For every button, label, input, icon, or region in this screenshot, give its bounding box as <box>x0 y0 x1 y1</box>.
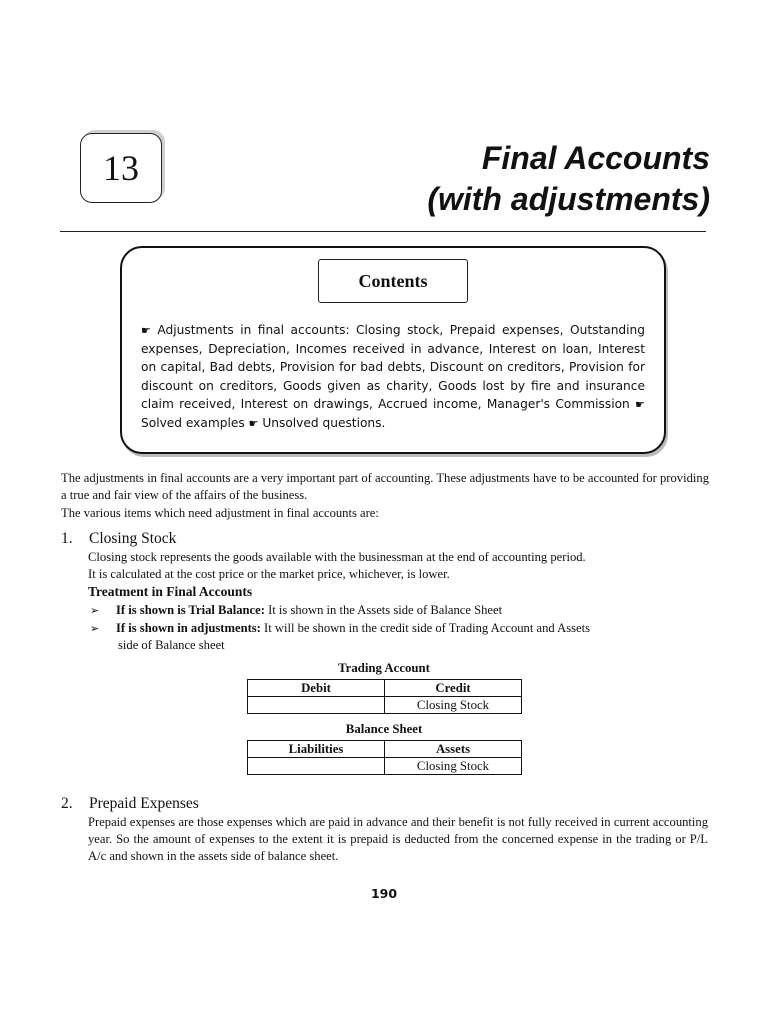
bullet-continuation: side of Balance sheet <box>118 638 225 652</box>
bullet-adjustments <box>90 620 708 654</box>
arrow-bullet-icon: ➢ <box>90 604 100 617</box>
bullet-text: It is shown in the Assets side of Balance Sheet <box>264 603 503 617</box>
contents-items: Adjustments in final accounts: Closing stock, Prepaid expenses, Outstanding expenses, Depreciation, Incomes received in advance, Interest on loan, Interest on capital, Bad debts, Provision for bad debts, Discount on creditors, Provision for discount on creditors, Goods given as charity, Goods lost by fire and insurance claim received, Interest on drawings, Accrued income, Manager's Commission <box>141 323 646 411</box>
bullet-text: It will be shown in the credit side of Trading Account and Assets <box>260 621 591 635</box>
section-title: Prepaid Expenses <box>89 795 199 812</box>
balance-sheet-table <box>247 740 522 775</box>
table-header-debit: Debit <box>248 680 385 697</box>
table-header-credit: Credit <box>385 680 522 697</box>
contents-text <box>141 321 645 433</box>
table-header-liabilities: Liabilities <box>248 741 385 758</box>
chapter-number-box <box>80 133 162 203</box>
chapter-title-line1: Final Accounts <box>481 140 710 176</box>
pointing-hand-icon: ☛ <box>141 324 151 337</box>
pointing-hand-icon: ☛ <box>635 397 646 411</box>
section-title: Closing Stock <box>89 530 177 547</box>
section-heading-prepaid-expenses <box>61 795 199 813</box>
section-heading-closing-stock <box>61 530 176 548</box>
intro-list-lead: The various items which need adjustment in final accounts are: <box>61 506 379 520</box>
table-cell-empty <box>248 758 385 775</box>
bullet-label: If is shown is Trial Balance: <box>116 603 265 617</box>
bullet-trial-balance <box>90 602 708 619</box>
balance-sheet-caption: Balance Sheet <box>345 722 423 736</box>
pointing-hand-icon: ☛ <box>248 417 259 431</box>
contents-title: Contents <box>318 259 468 303</box>
chapter-title-line2: (with adjustments) <box>427 181 710 217</box>
intro-paragraph: The adjustments in final accounts are a very important part of accounting. These adjustments have to be accounted for providing a true and fair view of the affairs of the business. <box>61 471 709 502</box>
table-cell-empty <box>248 697 385 714</box>
trading-account-table <box>247 679 522 714</box>
closing-stock-valuation: It is calculated at the cost price or the market price, whichever, is lower. <box>88 567 450 581</box>
section-number: 1. <box>61 530 73 547</box>
chapter-title <box>427 138 710 220</box>
table-cell-closing-stock: Closing Stock <box>385 697 522 714</box>
contents-unsolved: Unsolved questions. <box>262 416 386 431</box>
table-cell-closing-stock: Closing Stock <box>385 758 522 775</box>
table-header-assets: Assets <box>385 741 522 758</box>
contents-solved: Solved examples <box>141 416 245 431</box>
header-divider <box>60 231 706 232</box>
prepaid-expenses-text: Prepaid expenses are those expenses which are paid in advance and their benefit is not fully received in current accounting year. So the amount of expenses to the extent it is prepaid is deducted from the concerned expense in the trading or P/L A/c and shown in the assets side of balance sheet. <box>88 815 708 863</box>
bullet-label: If is shown in adjustments: <box>116 621 261 635</box>
closing-stock-definition: Closing stock represents the goods available with the businessman at the end of accounting period. <box>88 550 586 564</box>
trading-account-caption: Trading Account <box>338 661 430 675</box>
page-number: 190 <box>370 886 398 901</box>
section-number: 2. <box>61 795 73 812</box>
treatment-heading: Treatment in Final Accounts <box>88 584 253 599</box>
arrow-bullet-icon: ➢ <box>90 622 100 635</box>
chapter-number: 13 <box>103 148 139 188</box>
